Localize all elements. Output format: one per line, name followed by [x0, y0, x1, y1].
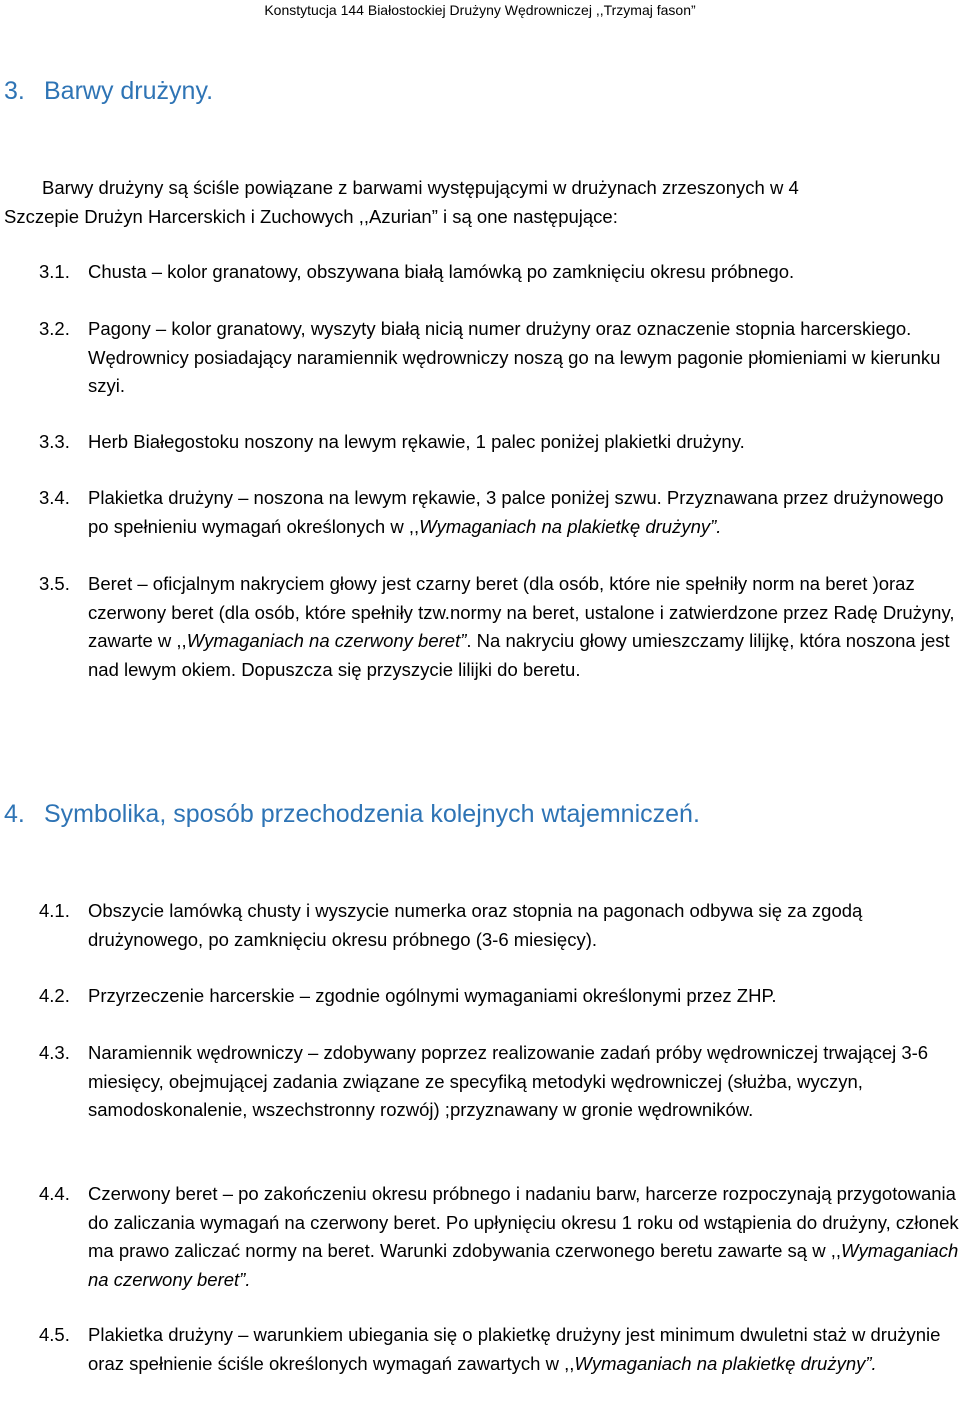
item-number: 4.2. [39, 985, 70, 1006]
section-3-heading [4, 76, 213, 106]
item-number: 4.1. [39, 900, 70, 921]
list-item-4-4 [39, 1180, 960, 1294]
item-number: 3.4. [39, 487, 70, 508]
section-4-heading [4, 799, 700, 829]
intro-line-2: Szczepie Drużyn Harcerskich i Zuchowych ,,Azurian” i są one następujące: [4, 206, 618, 227]
item-text: Przyrzeczenie harcerskie – zgodnie ogólnymi wymaganiami określonymi przez ZHP. [88, 985, 777, 1006]
item-text-italic: Wymaganiach na plakietkę drużyny”. [574, 1352, 877, 1374]
item-number: 3.2. [39, 318, 70, 339]
list-item-3-5 [39, 570, 960, 684]
item-number: 4.4. [39, 1183, 70, 1204]
item-text: Plakietka drużyny – noszona na lewym rękawie, 3 palce poniżej szwu. Przyznawana przez drużynowego po spełnieniu wymagań określonych w ,, [88, 487, 944, 537]
item-number: 4.3. [39, 1042, 70, 1063]
list-item-3-3 [39, 428, 960, 457]
list-item-3-1 [39, 258, 960, 287]
section-4-title: Symbolika, sposób przechodzenia kolejnych wtajemniczeń. [44, 800, 700, 828]
section-3-intro [4, 173, 934, 231]
item-text: Czerwony beret – po zakończeniu okresu próbnego i nadaniu barw, harcerze rozpoczynają przygotowania do zaliczania wymagań na czerwony beret. Po upłynięciu okresu 1 roku od wstąpienia do drużyny, członek ma prawo zaliczać normy na beret. Warunki zdobywania czerwonego beretu zawarte są w ,, [88, 1183, 959, 1261]
item-number: 3.5. [39, 573, 70, 594]
item-text-italic: Wymaganiach na plakietkę drużyny”. [419, 515, 722, 537]
item-number: 3.3. [39, 431, 70, 452]
item-text-italic: Wymaganiach na czerwony beret”. [88, 1240, 959, 1290]
list-item-4-5 [39, 1321, 960, 1378]
item-text: Beret – oficjalnym nakryciem głowy jest czarny beret (dla osób, które nie spełniły norm na beret )oraz czerwony beret (dla osób, które spełniły tzw.normy na beret, ustalone i zatwierdzone przez Radę Drużyny, zawarte w ,, [88, 573, 955, 651]
section-4-number: 4. [4, 800, 25, 828]
item-number: 3.1. [39, 261, 70, 282]
item-text: Herb Białegostoku noszony na lewym rękawie, 1 palec poniżej plakietki drużyny. [88, 431, 745, 452]
list-item-4-1 [39, 897, 960, 954]
item-text-italic: Wymaganiach na czerwony beret” [186, 630, 467, 651]
list-item-3-4 [39, 484, 960, 541]
section-3-title: Barwy drużyny. [44, 77, 214, 105]
item-text: Plakietka drużyny – warunkiem ubiegania się o plakietkę drużyny jest minimum dwuletni staż w drużynie oraz spełnienie ściśle określonych wymagań zawartych w ,, [88, 1324, 941, 1374]
page-header: Konstytucja 144 Białostockiej Drużyny Wędrowniczej ,,Trzymaj fason” [264, 2, 696, 18]
item-text: Obszycie lamówką chusty i wyszycie numerka oraz stopnia na pagonach odbywa się za zgodą drużynowego, po zamknięciu okresu próbnego (3-6 miesięcy). [88, 900, 863, 950]
item-text: Pagony – kolor granatowy, wyszyty białą nicią numer drużyny oraz oznaczenie stopnia harcerskiego. Wędrownicy posiadający naramiennik wędrowniczy noszą go na lewym pagonie płomieniami w kierunku szyi. [88, 318, 941, 396]
list-item-3-2 [39, 315, 960, 401]
list-item-4-2 [39, 982, 960, 1011]
item-number: 4.5. [39, 1324, 70, 1345]
section-3-number: 3. [4, 77, 25, 105]
item-text: Chusta – kolor granatowy, obszywana białą lamówką po zamknięciu okresu próbnego. [88, 261, 795, 282]
intro-line-1: Barwy drużyny są ściśle powiązane z barwami występującymi w drużynach zrzeszonych w 4 [42, 177, 799, 198]
item-text-after: . Na nakryciu głowy umieszczamy lilijkę, która noszona jest nad lewym okiem. Dopuszcza się przyszycie lilijki do beretu. [88, 630, 950, 680]
item-text: Naramiennik wędrowniczy – zdobywany poprzez realizowanie zadań próby wędrowniczej trwającej 3-6 miesięcy, obejmującej zadania związane ze specyfiką metodyki wędrowniczej (służba, wyczyn, samodoskonalenie, wszechstronny rozwój) ;przyznawany w gronie wędrowników. [88, 1042, 929, 1120]
list-item-4-3 [39, 1039, 960, 1125]
